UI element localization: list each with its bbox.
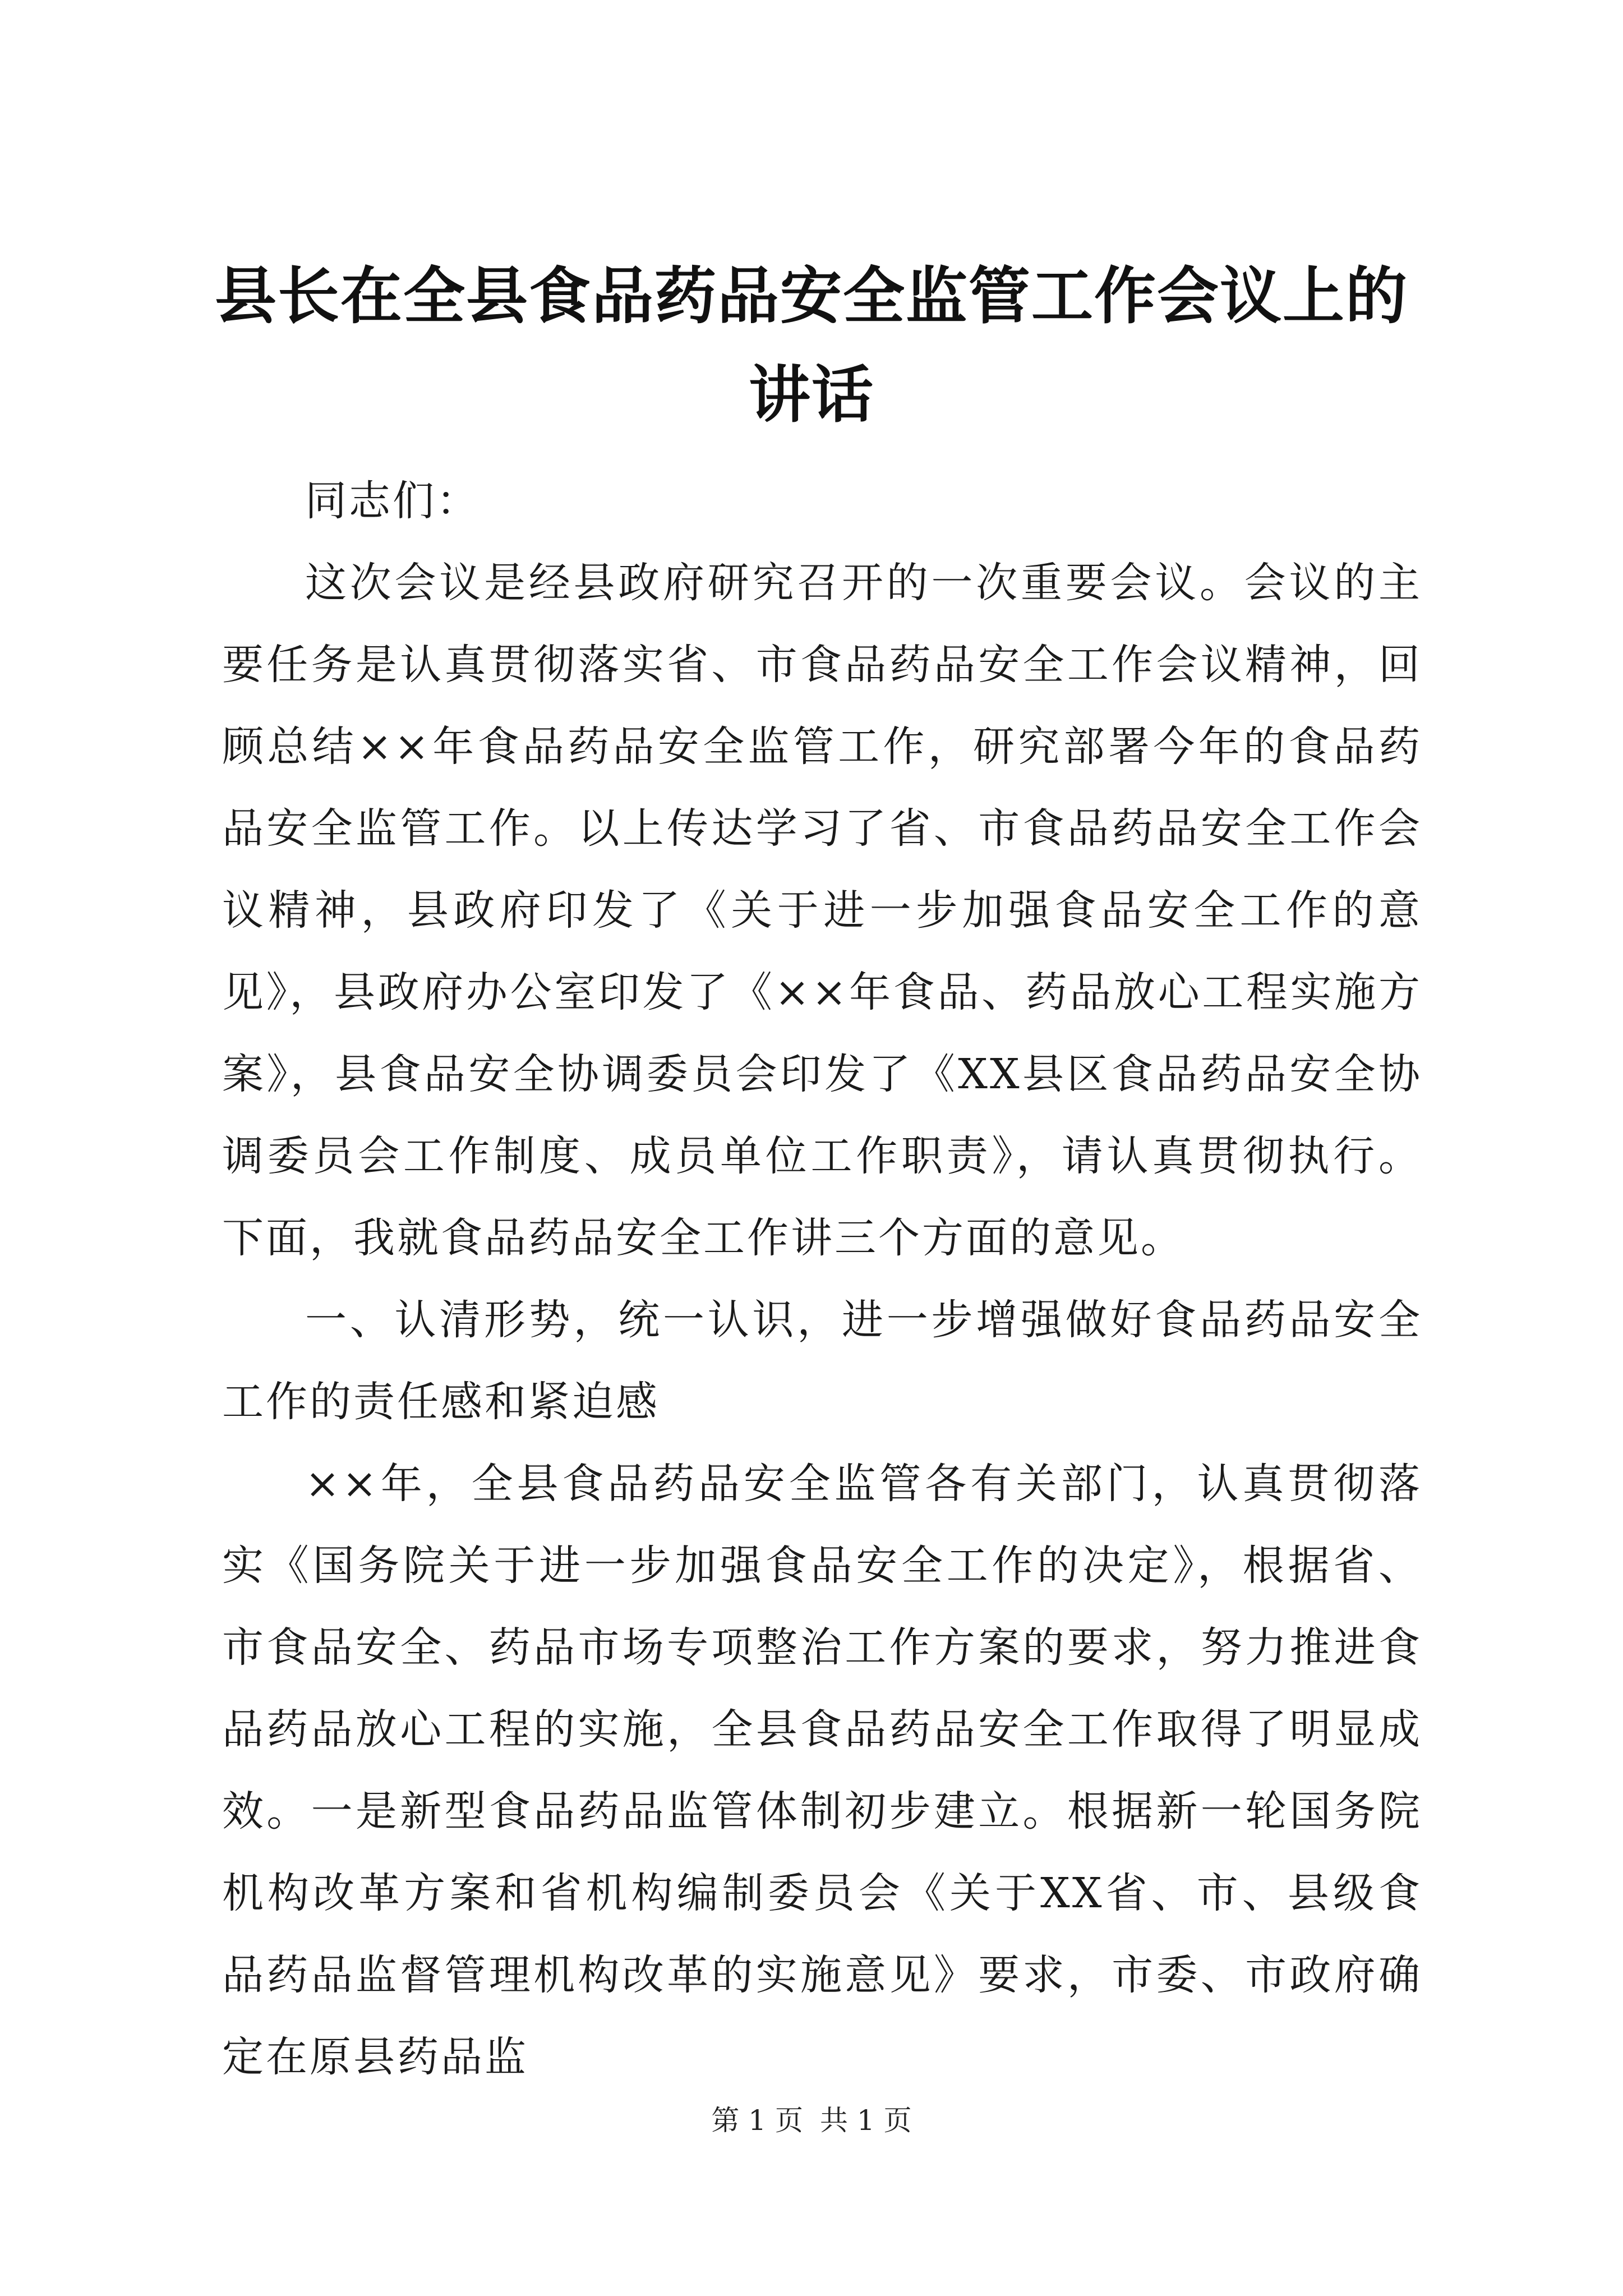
body-paragraph: ××年，全县食品药品安全监管各有关部门，认真贯彻落实《国务院关于进一步加强食品安全工作的决定》，根据省、市食品安全、药品市场专项整治工作方案的要求，努力推进食品药品放心工程的实施，全县食品药品安全工作取得了明显成效。一是新型食品药品监管体制初步建立。根据新一轮国务院机构改革方案和省机构编制委员会《关于XX省、市、县级食品药品监督管理机构改革的实施意见》要求，市委、市政府确定在原县药品监	[222, 1460, 1422, 2081]
section-heading-paragraph: 一、认清形势，统一认识，进一步增强做好食品药品安全工作的责任感和紧迫感	[222, 1296, 1422, 1426]
salutation-paragraph: 同志们：	[305, 477, 480, 525]
page-total: 共 1 页	[820, 2104, 912, 2137]
document-title: 县长在全县食品药品安全监管工作会议上的讲话	[215, 260, 1408, 431]
page-footer	[0, 2101, 1623, 2140]
document-body	[222, 460, 1422, 2098]
body-paragraph: 这次会议是经县政府研究召开的一次重要会议。会议的主要任务是认真贯彻落实省、市食品药品安全工作会议精神，回顾总结××年食品药品安全监管工作，研究部署今年的食品药品安全监管工作。以上传达学习了省、市食品药品安全工作会议精神，县政府印发了《关于进一步加强食品安全工作的意见》，县政府办公室印发了《××年食品、药品放心工程实施方案》，县食品安全协调委员会印发了《XX县区食品药品安全协调委员会工作制度、成员单位工作职责》，请认真贯彻执行。下面，我就食品药品安全工作讲三个方面的意见。	[222, 559, 1422, 1262]
page-number: 第 1 页	[711, 2104, 803, 2137]
